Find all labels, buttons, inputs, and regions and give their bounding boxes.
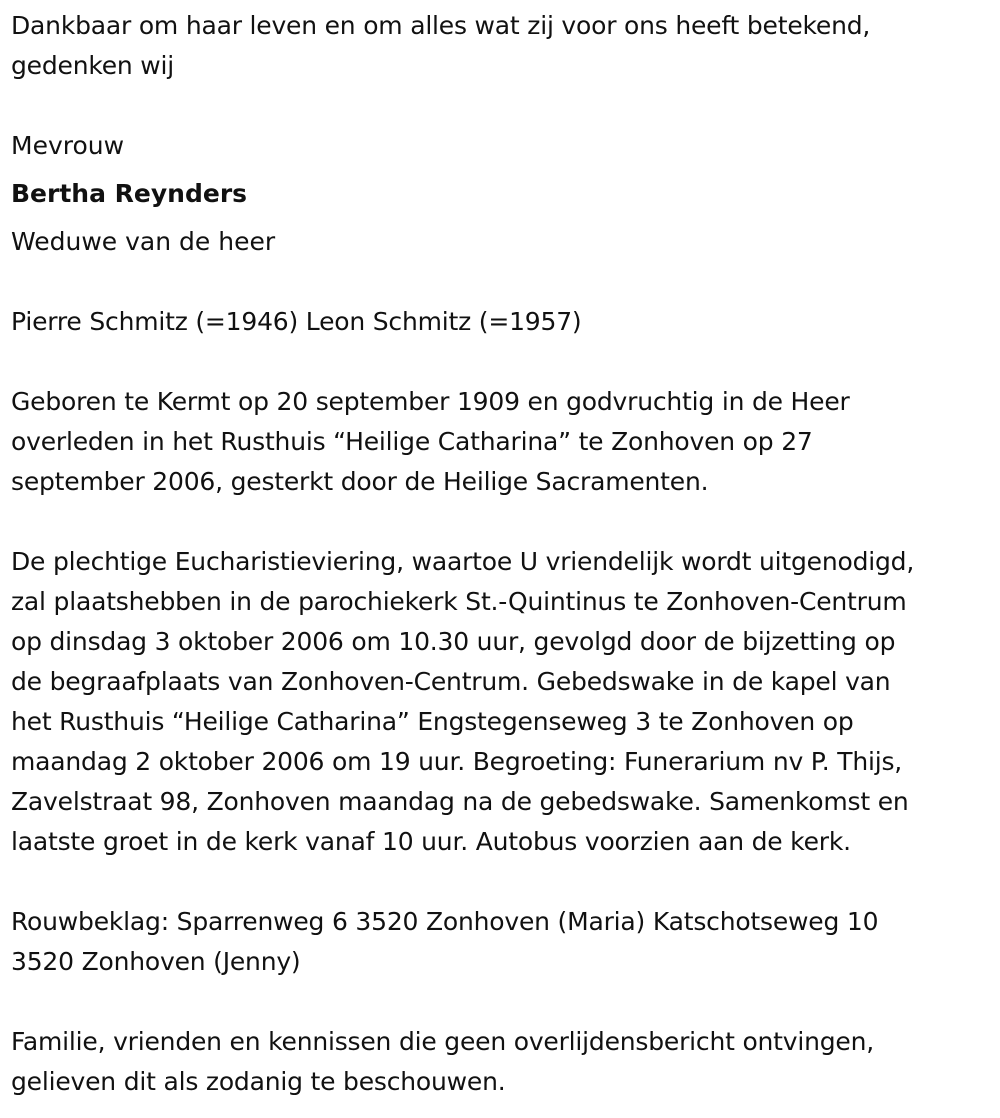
spacer (11, 982, 1000, 1022)
ceremony-line: het Rusthuis “Heilige Catharina” Engstegenseweg 3 te Zonhoven op (11, 707, 854, 736)
closing-line: Familie, vrienden en kennissen die geen overlijdensbericht ontvingen, (11, 1027, 875, 1056)
spacer (11, 342, 1000, 382)
husbands-line: Pierre Schmitz (=1946) Leon Schmitz (=1957) (11, 307, 582, 336)
spacer (11, 262, 1000, 302)
mourning-paragraph (11, 902, 1000, 982)
birth-death-line: Geboren te Kermt op 20 september 1909 en godvruchtig in de Heer (11, 387, 850, 416)
ceremony-line: de begraafplaats van Zonhoven-Centrum. Gebedswake in de kapel van (11, 667, 891, 696)
ceremony-line: maandag 2 oktober 2006 om 19 uur. Begroeting: Funerarium nv P. Thijs, (11, 747, 903, 776)
ceremony-paragraph (11, 542, 1000, 862)
spacer (11, 862, 1000, 902)
birth-death-paragraph (11, 382, 1000, 502)
ceremony-line: Zavelstraat 98, Zonhoven maandag na de gebedswake. Samenkomst en (11, 787, 909, 816)
mourning-line: Rouwbeklag: Sparrenweg 6 3520 Zonhoven (Maria) Katschotseweg 10 (11, 907, 879, 936)
honorific: Mevrouw (11, 131, 125, 160)
widow-of-label: Weduwe van de heer (11, 227, 276, 256)
ceremony-line: op dinsdag 3 oktober 2006 om 10.30 uur, gevolgd door de bijzetting op (11, 627, 896, 656)
spacer (11, 502, 1000, 542)
spacer (11, 86, 1000, 126)
birth-death-line: overleden in het Rusthuis “Heilige Catharina” te Zonhoven op 27 (11, 427, 813, 456)
ceremony-line: zal plaatshebben in de parochiekerk St.-Quintinus te Zonhoven-Centrum (11, 587, 907, 616)
closing-paragraph (11, 1022, 1000, 1102)
intro-line: gedenken wij (11, 51, 175, 80)
ceremony-line: laatste groet in de kerk vanaf 10 uur. Autobus voorzien aan de kerk. (11, 827, 851, 856)
intro-paragraph (11, 0, 1000, 86)
intro-line: Dankbaar om haar leven en om alles wat zij voor ons heeft betekend, (11, 11, 871, 40)
birth-death-line: september 2006, gesterkt door de Heilige Sacramenten. (11, 467, 709, 496)
ceremony-line: De plechtige Eucharistieviering, waartoe U vriendelijk wordt uitgenodigd, (11, 547, 915, 576)
mourning-line: 3520 Zonhoven (Jenny) (11, 947, 301, 976)
closing-line: gelieven dit als zodanig te beschouwen. (11, 1067, 506, 1096)
deceased-name: Bertha Reynders (11, 179, 248, 208)
